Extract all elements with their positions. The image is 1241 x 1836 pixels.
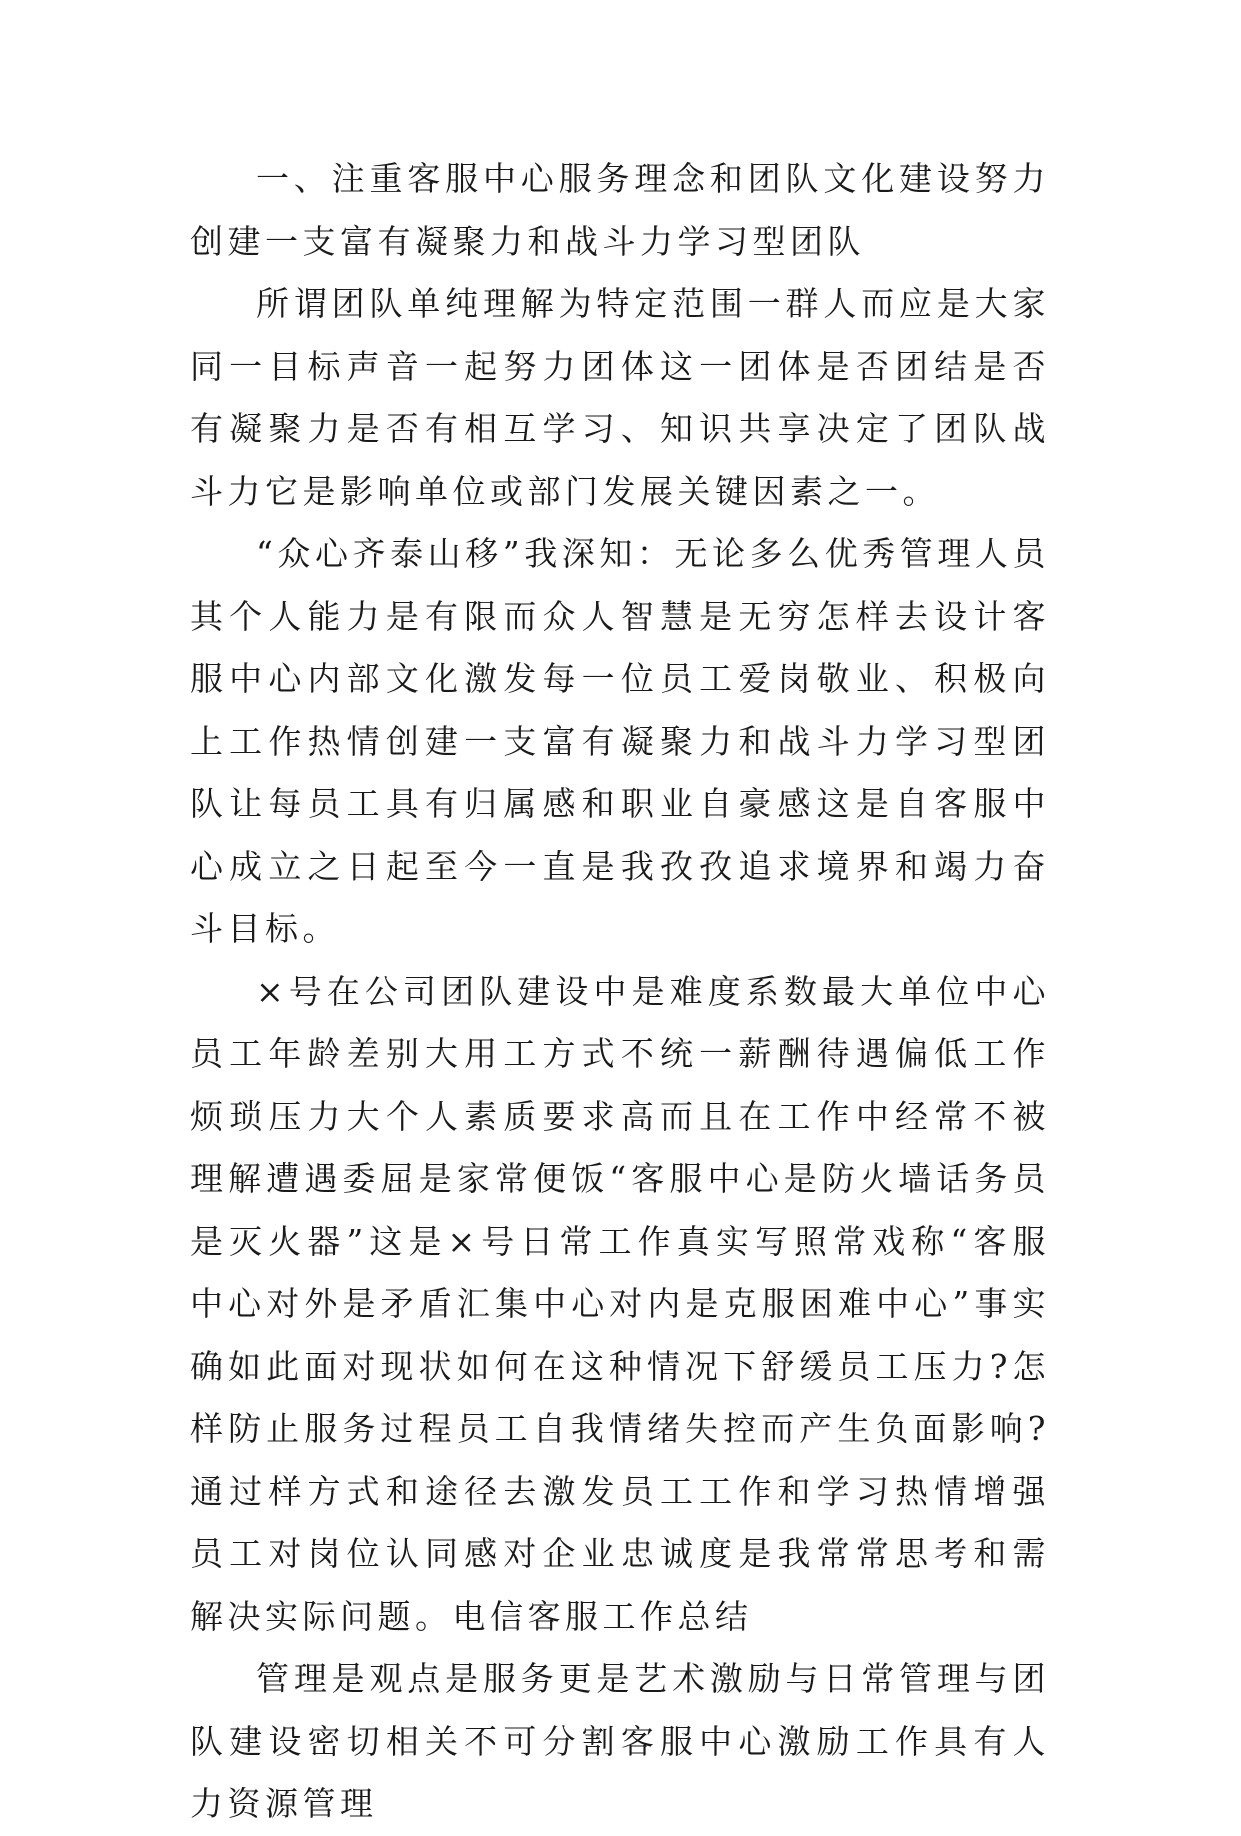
body-paragraph: 所谓团队单纯理解为特定范围一群人而应是大家同一目标声音一起努力团体这一团体是否团结是否有凝聚力是否有相互学习、知识共享决定了团队战斗力它是影响单位或部门发展关键因素之一。: [190, 284, 1050, 511]
body-paragraph: “众心齐泰山移”我深知：无论多么优秀管理人员其个人能力是有限而众人智慧是无穷怎样去设计客服中心内部文化激发每一位员工爱岗敬业、积极向上工作热情创建一支富有凝聚力和战斗力学习型团队让每员工具有归属感和职业自豪感这是自客服中心成立之日起至今一直是我孜孜追求境界和竭力奋斗目标。: [190, 534, 1050, 948]
document-body: [190, 148, 1050, 1836]
body-paragraph: ×号在公司团队建设中是难度系数最大单位中心员工年龄差别大用工方式不统一薪酬待遇偏低工作烦琐压力大个人素质要求高而且在工作中经常不被理解遭遇委屈是家常便饭“客服中心是防火墙话务员是灭火器”这是×号日常工作真实写照常戏称“客服中心对外是矛盾汇集中心对内是克服困难中心”事实确如此面对现状如何在这种情况下舒缓员工压力?怎样防止服务过程员工自我情绪失控而产生负面影响?通过样方式和途径去激发员工工作和学习热情增强员工对岗位认同感对企业忠诚度是我常常思考和需解决实际问题。电信客服工作总结: [190, 971, 1050, 1636]
section-heading: 一、注重客服中心服务理念和团队文化建设努力创建一支富有凝聚力和战斗力学习型团队: [190, 159, 1050, 261]
body-paragraph: 管理是观点是服务更是艺术激励与日常管理与团队建设密切相关不可分割客服中心激励工作具有人力资源管理: [190, 1659, 1050, 1823]
